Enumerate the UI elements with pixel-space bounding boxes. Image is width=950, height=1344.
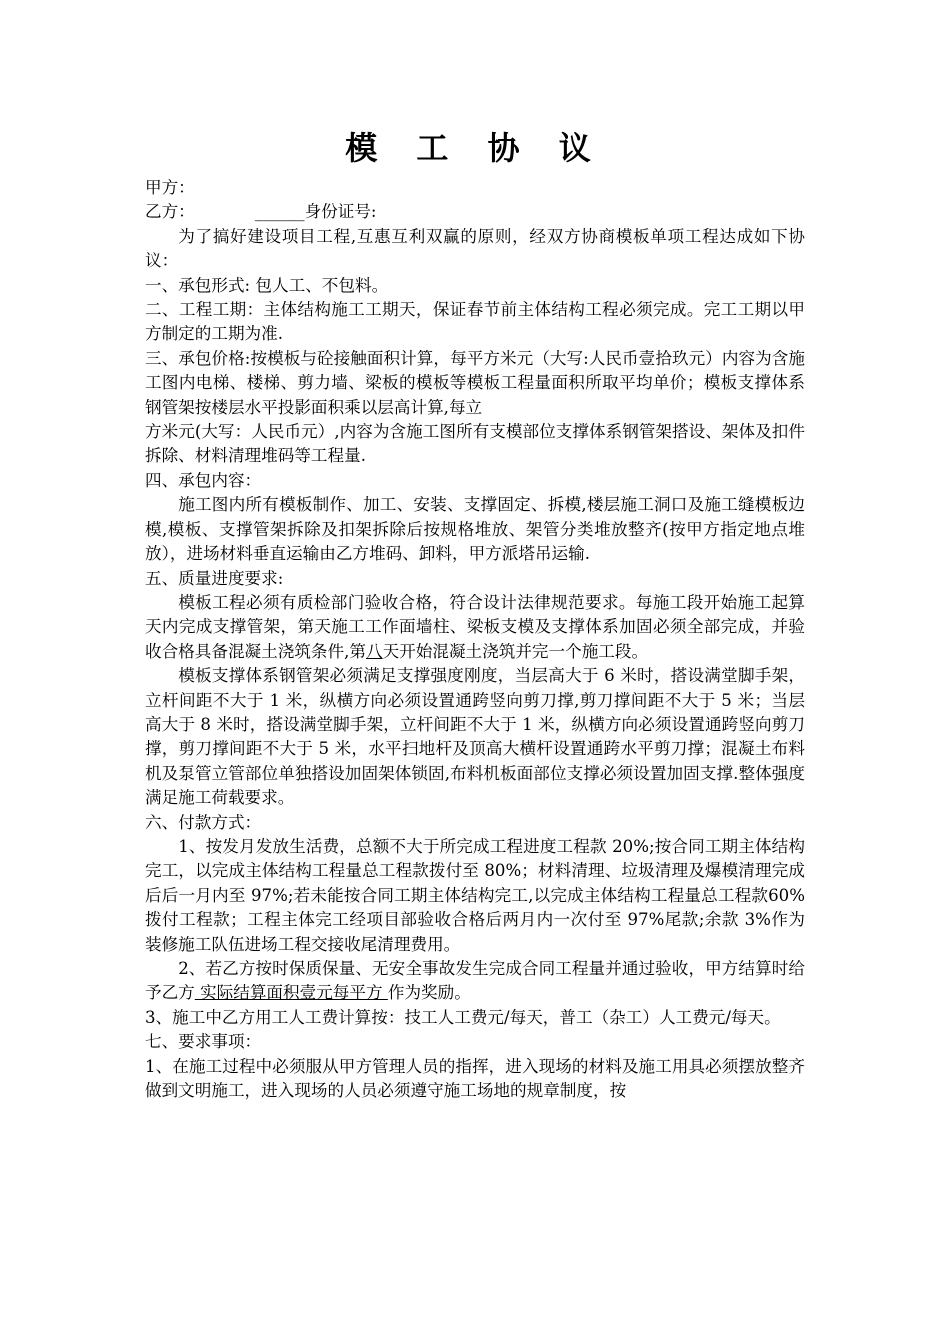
section-6-paragraph-1: 1、按发月发放生活费，总额不大于所完成工程进度工程款 20%;按合同工期主体结构完工，以完成主体结构工程量总工程款拨付至 80%；材料清理、垃圾清理及爆模清理完成后后一月内至 97%;若未能按合同工期主体结构完工,以完成主体结构工程量总工程款60%拨付工程款；工程主体完工经项目部验收合格后两月内一次付至 97%尾款;余款 3%作为装修施工队伍进场工程交接收尾清理费用。 [145, 836, 805, 954]
section-6-p2-text-b: 作为奖励。 [387, 983, 471, 1003]
section-4-heading: 四、承包内容： [145, 470, 262, 490]
section-3-part-1: 三、承包价格:按模板与砼接触面积计算，每平方米元（大写:人民币壹拾玖元）内容为含施工图内电梯、楼梯、剪力墙、梁板的模板等模板工程量面积所取平均单价；模板支撑体系钢管架按楼层水平投影面积乘以层高计算,每立 [145, 348, 805, 417]
section-3-part-2: 方米元(大写：人民币元）,内容为含施工图所有支模部位支撑体系钢管架搭设、架体及扣件拆除、材料清理堆码等工程量. [145, 422, 805, 466]
section-7-paragraph-1: 1、在施工过程中必须服从甲方管理人员的指挥，进入现场的材料及施工用具必须摆放整齐做到文明施工，进入现场的人员必须遵守施工场地的规章制度，按 [145, 1056, 805, 1101]
section-6-paragraph-3: 3、施工中乙方用工人工费计算按：技工人工费元/每天，普工（杂工）人工费元/每天。 [145, 1007, 781, 1027]
section-5-paragraph-1 [145, 591, 805, 664]
section-6-p2-text-a: 2、若乙方按时保质保量、无安全事故发生完成合同工程量并通过验收，甲方结算时给予乙方 [145, 959, 805, 1003]
section-6-paragraph-2 [145, 957, 805, 1006]
section-1: 一、承包形式: 包人工、不包料。 [145, 275, 389, 295]
section-5-p1-text-b: 天开始混凝土浇筑并完一个施工段。 [382, 641, 649, 661]
document-body [145, 176, 805, 1103]
section-5-p1-text-a: 模板工程必须有质检部门验收合格，符合设计法律规范要求。每施工段开始施工起算天内完成支撑管架，第天施工工作面墙柱、梁板支模及支撑体系加固必须全部完成，并验收合格具备混凝土浇筑条件,第 [145, 592, 805, 661]
party-b-label: 乙方： [145, 202, 195, 222]
section-5-heading: 五、质量进度要求: [145, 568, 284, 588]
party-b-blank: ______ [254, 202, 305, 222]
document-title: 模 工 协 议 [345, 129, 605, 167]
section-6-heading: 六、付款方式： [145, 812, 262, 832]
section-7-heading: 七、要求事项： [145, 1032, 262, 1052]
section-5-paragraph-2: 模板支撑体系钢管架必须满足支撑强度刚度，当层高大于 6 米时，搭设满堂脚手架，立杆间距不大于 1 米，纵横方向必须设置通跨竖向剪刀撑,剪刀撑间距不大于 5 米；当层高大于 8 米时，搭设满堂脚手架，立杆间距不大于 1 米，纵横方向必须设置通跨竖向剪刀撑，剪刀撑间距不大于 5 米，水平扫地杆及顶高大横杆设置通跨水平剪刀撑；混凝土布料机及泵管立管部位单独搭设加固架体锁固,布料机板面部位支撑必须设置加固支撑.整体强度满足施工荷载要求。 [145, 666, 805, 808]
party-b-line [145, 200, 805, 224]
section-2: 二、工程工期：主体结构施工工期天，保证春节前主体结构工程必须完成。完工工期以甲方制定的工期为准. [145, 300, 805, 344]
section-6-p2-underlined-reward: 实际结算面积壹元每平方 [194, 983, 388, 1003]
intro-paragraph: 为了搞好建设项目工程,互惠互利双赢的原则，经双方协商模板单项工程达成如下协议： [145, 226, 805, 271]
section-5-p1-underlined-day: 八 [366, 641, 383, 661]
party-b-id-label: 身份证号: [304, 202, 377, 222]
party-a-line: 甲方： [145, 178, 195, 197]
section-4-paragraph: 施工图内所有模板制作、加工、安装、支撑固定、拆模,楼层施工洞口及施工缝模板边模,模板、支撑管架拆除及扣架拆除后按规格堆放、架管分类堆放整齐(按甲方指定地点堆放），进场材料垂直运输由乙方堆码、卸料，甲方派塔吊运输. [145, 495, 805, 564]
